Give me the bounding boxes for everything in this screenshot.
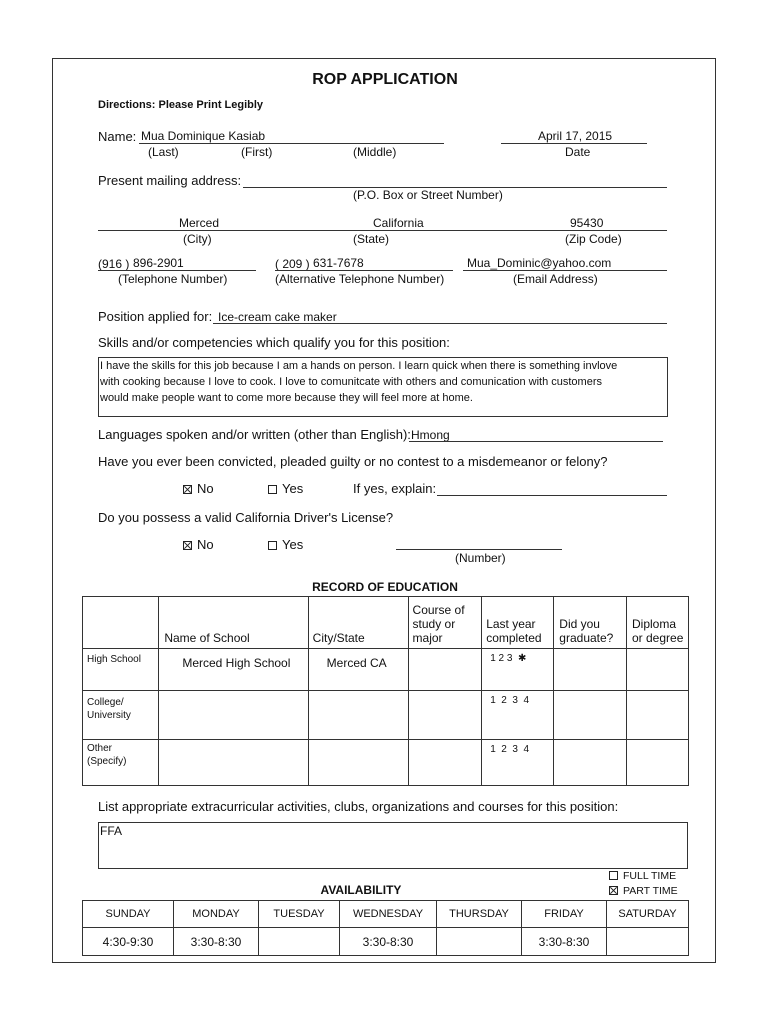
high-school-course[interactable] (408, 649, 482, 691)
header-diploma-text: Diploma or degree (632, 617, 684, 645)
position-underline (213, 323, 667, 324)
conviction-no-label: No (197, 481, 214, 496)
state-value[interactable]: California (373, 216, 424, 230)
languages-value[interactable]: Hmong (411, 428, 450, 442)
header-year-text: Last year completed (486, 617, 542, 645)
header-course-text: Course of study or major (412, 603, 465, 645)
header-year (482, 597, 554, 649)
header-graduate-text: Did you graduate? (559, 617, 614, 645)
date-label: Date (565, 145, 591, 159)
row-type-college (83, 691, 159, 740)
education-title: RECORD OF EDUCATION (312, 580, 458, 594)
time-monday[interactable]: 3:30-8:30 (174, 928, 259, 956)
license-no-label: No (197, 537, 214, 552)
name-value[interactable]: Mua Dominique Kasiab (141, 129, 266, 143)
college-graduate[interactable] (554, 691, 627, 740)
phone-underline (98, 270, 256, 271)
zip-value[interactable]: 95430 (570, 216, 604, 230)
header-graduate (554, 597, 627, 649)
time-tuesday[interactable] (259, 928, 340, 956)
day-tuesday: TUESDAY (259, 901, 340, 928)
day-thursday: THURSDAY (437, 901, 522, 928)
college-year[interactable]: 1 2 3 4 (482, 691, 554, 740)
high-school-diploma[interactable] (627, 649, 689, 691)
conviction-yes-label: Yes (282, 481, 304, 496)
row-type-other-text: Other (Specify) (87, 743, 127, 767)
city-sublabel: (City) (183, 232, 212, 246)
college-diploma[interactable] (627, 691, 689, 740)
time-saturday[interactable] (607, 928, 689, 956)
time-friday[interactable]: 3:30-8:30 (522, 928, 607, 956)
header-course (408, 597, 482, 649)
high-school-year[interactable] (482, 649, 554, 691)
other-year[interactable]: 1 2 3 4 (482, 740, 554, 786)
row-type-other (83, 740, 159, 786)
date-value[interactable]: April 17, 2015 (538, 129, 613, 143)
alt-phone-value[interactable]: 631-7678 (313, 256, 364, 270)
day-friday: FRIDAY (522, 901, 607, 928)
row-type-high-school: High School (83, 649, 159, 691)
skills-line-3: would make people want to come more because they will feel more at home. (100, 392, 473, 404)
license-number-underline[interactable] (396, 549, 562, 550)
skills-line-2: with cooking because I love to cook. I love to comunitcate with others and comunication with customers (100, 376, 602, 388)
license-yes-label: Yes (282, 537, 304, 552)
day-sunday: SUNDAY (83, 901, 174, 928)
phone-value[interactable]: 896-2901 (133, 256, 184, 270)
city-state-zip-underline (98, 230, 667, 231)
middle-sublabel: (Middle) (353, 145, 397, 159)
high-school-years: 1 2 3 (490, 653, 513, 664)
header-school: Name of School (159, 597, 308, 649)
conviction-yes-checkbox[interactable] (268, 485, 277, 494)
education-row-high-school (83, 649, 689, 691)
conviction-no-option[interactable] (183, 481, 214, 496)
license-no-checkbox[interactable] (183, 541, 192, 550)
license-yes-option[interactable] (268, 537, 303, 552)
high-school-city[interactable]: Merced CA (308, 649, 408, 691)
education-row-other (83, 740, 689, 786)
alt-phone-underline (275, 270, 453, 271)
license-number-label: (Number) (455, 551, 506, 565)
education-table (82, 596, 689, 786)
other-name[interactable] (159, 740, 308, 786)
other-city[interactable] (308, 740, 408, 786)
full-time-label: FULL TIME (623, 870, 677, 882)
other-graduate[interactable] (554, 740, 627, 786)
day-wednesday: WEDNESDAY (340, 901, 437, 928)
other-course[interactable] (408, 740, 482, 786)
activities-label: List appropriate extracurricular activities, clubs, organizations and courses for this position: (98, 799, 619, 814)
full-time-checkbox[interactable] (609, 871, 618, 880)
position-label: Position applied for: (98, 309, 213, 324)
application-form (52, 58, 716, 963)
zip-sublabel: (Zip Code) (565, 232, 622, 246)
header-city: City/State (308, 597, 408, 649)
availability-table (82, 900, 689, 956)
skills-label: Skills and/or competencies which qualify you for this position: (98, 335, 450, 350)
state-sublabel: (State) (353, 232, 390, 246)
alt-phone-area: ( 209 ) (275, 257, 310, 271)
form-title: ROP APPLICATION (312, 71, 458, 88)
city-value[interactable]: Merced (179, 216, 220, 230)
education-header-blank (83, 597, 159, 649)
explain-label: If yes, explain: (353, 481, 437, 496)
row-type-college-text: College/ University (87, 697, 131, 721)
availability-days-row (83, 901, 689, 928)
email-value[interactable]: Mua_Dominic@yahoo.com (467, 256, 612, 270)
license-no-option[interactable] (183, 537, 214, 552)
conviction-yes-option[interactable] (268, 481, 303, 496)
high-school-name[interactable]: Merced High School (159, 649, 308, 691)
year-4-marked-icon: ✱ (518, 653, 527, 664)
languages-label: Languages spoken and/or written (other than English): (98, 427, 411, 442)
skills-textbox[interactable] (98, 357, 668, 417)
time-thursday[interactable] (437, 928, 522, 956)
languages-underline (409, 441, 663, 442)
activities-textbox[interactable] (98, 822, 688, 869)
last-sublabel: (Last) (148, 145, 179, 159)
time-wednesday[interactable]: 3:30-8:30 (340, 928, 437, 956)
explain-underline[interactable] (437, 495, 667, 496)
college-name[interactable] (159, 691, 308, 740)
po-sublabel: (P.O. Box or Street Number) (353, 188, 503, 202)
phone-label: (Telephone Number) (118, 272, 228, 286)
other-diploma[interactable] (627, 740, 689, 786)
address-label: Present mailing address: (98, 173, 242, 188)
alt-phone-label: (Alternative Telephone Number) (275, 272, 445, 286)
availability-title: AVAILABILITY (320, 883, 402, 897)
license-question: Do you possess a valid California Driver's License? (98, 510, 394, 525)
education-header-row (83, 597, 689, 649)
name-label: Name: (98, 129, 137, 144)
day-monday: MONDAY (174, 901, 259, 928)
conviction-question: Have you ever been convicted, pleaded guilty or no contest to a misdemeanor or felony? (98, 454, 608, 469)
position-value[interactable]: Ice-cream cake maker (218, 310, 337, 324)
availability-times-row (83, 928, 689, 956)
license-yes-checkbox[interactable] (268, 541, 277, 550)
header-diploma (627, 597, 689, 649)
name-underline (139, 143, 444, 144)
directions: Directions: Please Print Legibly (98, 99, 264, 111)
email-label: (Email Address) (513, 272, 598, 286)
time-sunday[interactable]: 4:30-9:30 (83, 928, 174, 956)
skills-line-1: I have the skills for this job because I am a hands on person. I learn quick when there is something invlove (100, 360, 618, 372)
education-row-college (83, 691, 689, 740)
first-sublabel: (First) (241, 145, 273, 159)
college-city[interactable] (308, 691, 408, 740)
conviction-no-checkbox[interactable] (183, 485, 192, 494)
college-course[interactable] (408, 691, 482, 740)
email-underline (463, 270, 667, 271)
activities-value: FFA (100, 824, 123, 838)
date-underline (501, 143, 647, 144)
high-school-graduate[interactable] (554, 649, 627, 691)
phone-area: (916 ) (98, 257, 130, 271)
day-saturday: SATURDAY (607, 901, 689, 928)
full-time-option[interactable] (609, 870, 676, 882)
part-time-label: PART TIME (623, 885, 678, 897)
